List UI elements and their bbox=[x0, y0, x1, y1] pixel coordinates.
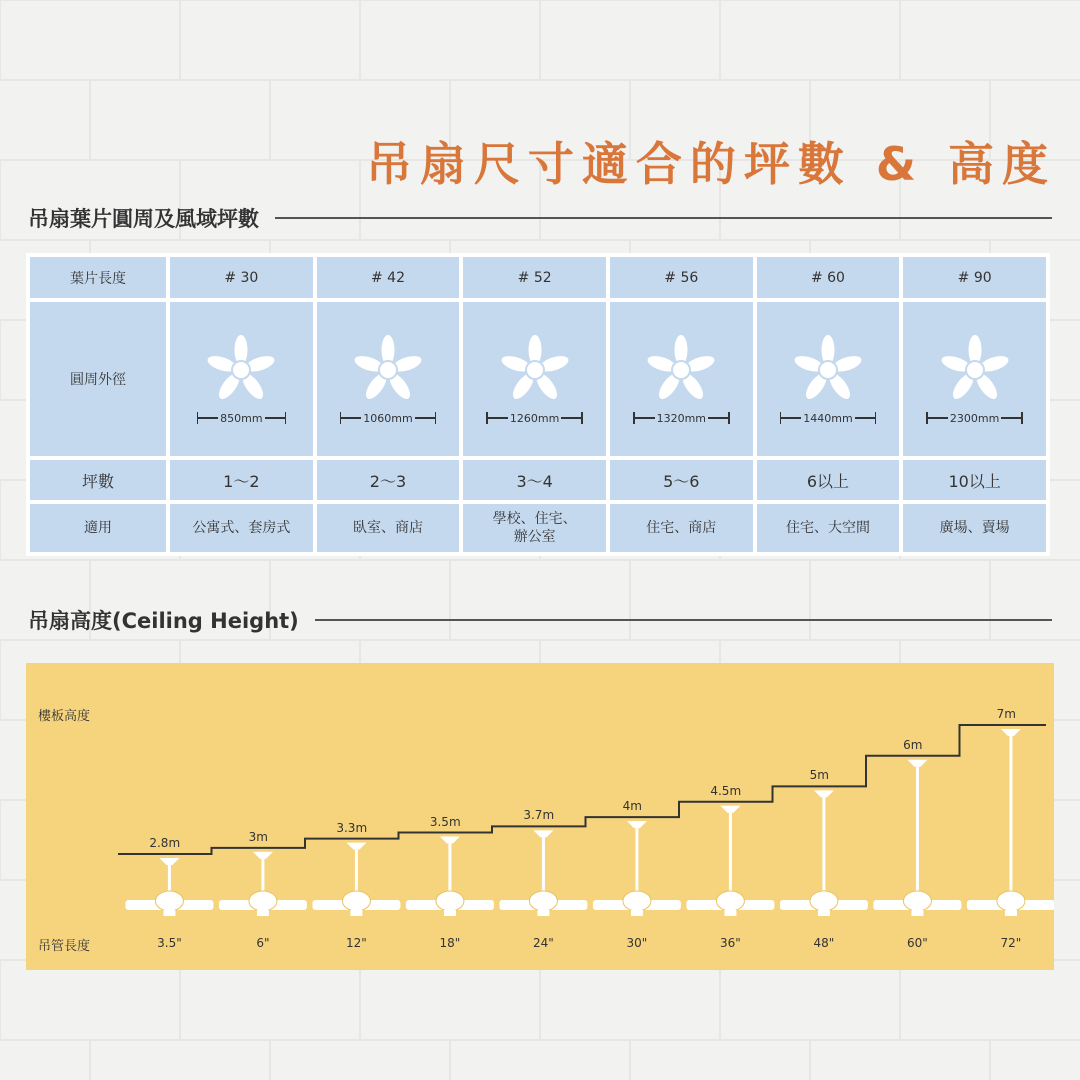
table-row-area bbox=[30, 460, 1046, 500]
downrod-length-value: 24" bbox=[533, 936, 554, 950]
ceiling-fan-drawing bbox=[686, 806, 774, 916]
row-header: 適用 bbox=[30, 504, 166, 552]
table-cell-area: 10以上 bbox=[903, 460, 1046, 500]
table-cell-usage: 廣場、賣場 bbox=[903, 504, 1046, 552]
downrod-length-value: 12" bbox=[346, 936, 367, 950]
table-cell-usage: 臥室、商店 bbox=[317, 504, 460, 552]
table-cell-size: # 56 bbox=[610, 257, 753, 298]
downrod-length-value: 36" bbox=[720, 936, 741, 950]
ceiling-height-panel bbox=[26, 663, 1054, 970]
downrod-length-value: 3.5" bbox=[157, 936, 182, 950]
section-header-ceiling-height bbox=[28, 605, 1052, 635]
ceiling-height-value: 4.5m bbox=[710, 783, 742, 798]
downrod-length-value: 30" bbox=[626, 936, 648, 950]
downrod-length-value: 72" bbox=[1000, 936, 1022, 950]
five-blade-fan-icon bbox=[499, 334, 571, 406]
downrod-length-value: 60" bbox=[907, 936, 928, 950]
table-cell-diameter bbox=[463, 302, 606, 456]
diameter-dimension bbox=[903, 412, 1046, 425]
table-cell-size: # 30 bbox=[170, 257, 313, 298]
ceiling-fan-drawing bbox=[406, 837, 494, 917]
table-cell-size: # 60 bbox=[757, 257, 900, 298]
section-divider bbox=[315, 619, 1052, 621]
table-cell-diameter bbox=[610, 302, 753, 456]
table-cell-area: 5～6 bbox=[610, 460, 753, 500]
diameter-value: 1440mm bbox=[803, 411, 853, 425]
ceiling-height-value: 4m bbox=[622, 799, 642, 814]
table-cell-diameter bbox=[317, 302, 460, 456]
row-header: 坪數 bbox=[30, 460, 166, 500]
diameter-value: 1320mm bbox=[656, 411, 707, 425]
five-blade-fan-icon bbox=[205, 334, 277, 406]
table-cell-usage: 學校、住宅、 辦公室 bbox=[463, 504, 606, 552]
table-row-usage bbox=[30, 504, 1046, 552]
fan-size-table bbox=[26, 253, 1050, 556]
table-cell-usage: 住宅、大空間 bbox=[757, 504, 900, 552]
downrod-length-value: 6" bbox=[256, 936, 270, 950]
section-title: 吊扇高度(Ceiling Height) bbox=[28, 609, 299, 633]
table-row-diameter bbox=[30, 302, 1046, 456]
ceiling-fan-drawing bbox=[125, 858, 213, 916]
diameter-value: 1260mm bbox=[509, 411, 560, 425]
table-cell-size: # 52 bbox=[463, 257, 606, 298]
ceiling-height-value: 7m bbox=[996, 707, 1016, 721]
table-cell-diameter bbox=[903, 302, 1046, 456]
floor-height-label: 樓板高度 bbox=[38, 709, 91, 724]
ceiling-height-value: 6m bbox=[903, 737, 923, 752]
table-cell-diameter bbox=[757, 302, 900, 456]
table-cell-area: 3～4 bbox=[463, 460, 606, 500]
downrod-length-value: 48" bbox=[813, 936, 835, 950]
diameter-dimension bbox=[170, 412, 313, 425]
table-cell-area: 1～2 bbox=[170, 460, 313, 500]
section-header-blade-size bbox=[28, 203, 1052, 233]
page-title: 吊扇尺寸適合的坪數 & 高度 bbox=[365, 137, 1056, 191]
diameter-dimension bbox=[317, 412, 460, 425]
table-cell-diameter bbox=[170, 302, 313, 456]
table-cell-size: # 42 bbox=[317, 257, 460, 298]
section-divider bbox=[275, 217, 1052, 219]
downrod-length-label: 吊管長度 bbox=[38, 939, 91, 954]
ceiling-height-value: 3.5m bbox=[429, 814, 461, 829]
ceiling-height-value: 3.7m bbox=[523, 808, 555, 823]
table-cell-usage: 住宅、商店 bbox=[610, 504, 753, 552]
diameter-dimension bbox=[463, 412, 606, 425]
row-header: 葉片長度 bbox=[30, 257, 166, 298]
ceiling-fan-drawing bbox=[967, 729, 1054, 916]
diameter-value: 1060mm bbox=[363, 411, 413, 425]
table-cell-area: 6以上 bbox=[757, 460, 900, 500]
ceiling-fan-drawing bbox=[219, 852, 307, 916]
ceiling-height-value: 5m bbox=[809, 768, 829, 783]
table-cell-usage: 公寓式、套房式 bbox=[170, 504, 313, 552]
ceiling-fan-drawing bbox=[499, 830, 587, 916]
ceiling-height-value: 3m bbox=[248, 829, 268, 844]
table-cell-area: 2～3 bbox=[317, 460, 460, 500]
ceiling-height-value: 2.8m bbox=[149, 836, 181, 850]
five-blade-fan-icon bbox=[939, 334, 1011, 406]
diameter-dimension bbox=[610, 412, 753, 425]
diameter-value: 2300mm bbox=[949, 411, 1000, 425]
table-row-blade-length bbox=[30, 257, 1046, 298]
ceiling-height-value: 3.3m bbox=[336, 820, 368, 835]
five-blade-fan-icon bbox=[352, 334, 424, 406]
row-header: 圓周外徑 bbox=[30, 302, 166, 456]
diameter-dimension bbox=[757, 412, 900, 425]
ceiling-fan-drawing bbox=[312, 843, 400, 916]
section-title: 吊扇葉片圓周及風域坪數 bbox=[28, 207, 259, 231]
five-blade-fan-icon bbox=[645, 334, 717, 406]
ceiling-fan-drawing bbox=[873, 760, 961, 916]
downrod-length-value: 18" bbox=[439, 936, 461, 950]
ceiling-fan-drawing bbox=[593, 821, 681, 916]
table-cell-size: # 90 bbox=[903, 257, 1046, 298]
diameter-value: 850mm bbox=[220, 411, 263, 425]
five-blade-fan-icon bbox=[792, 334, 864, 406]
ceiling-fan-drawing bbox=[780, 790, 868, 916]
